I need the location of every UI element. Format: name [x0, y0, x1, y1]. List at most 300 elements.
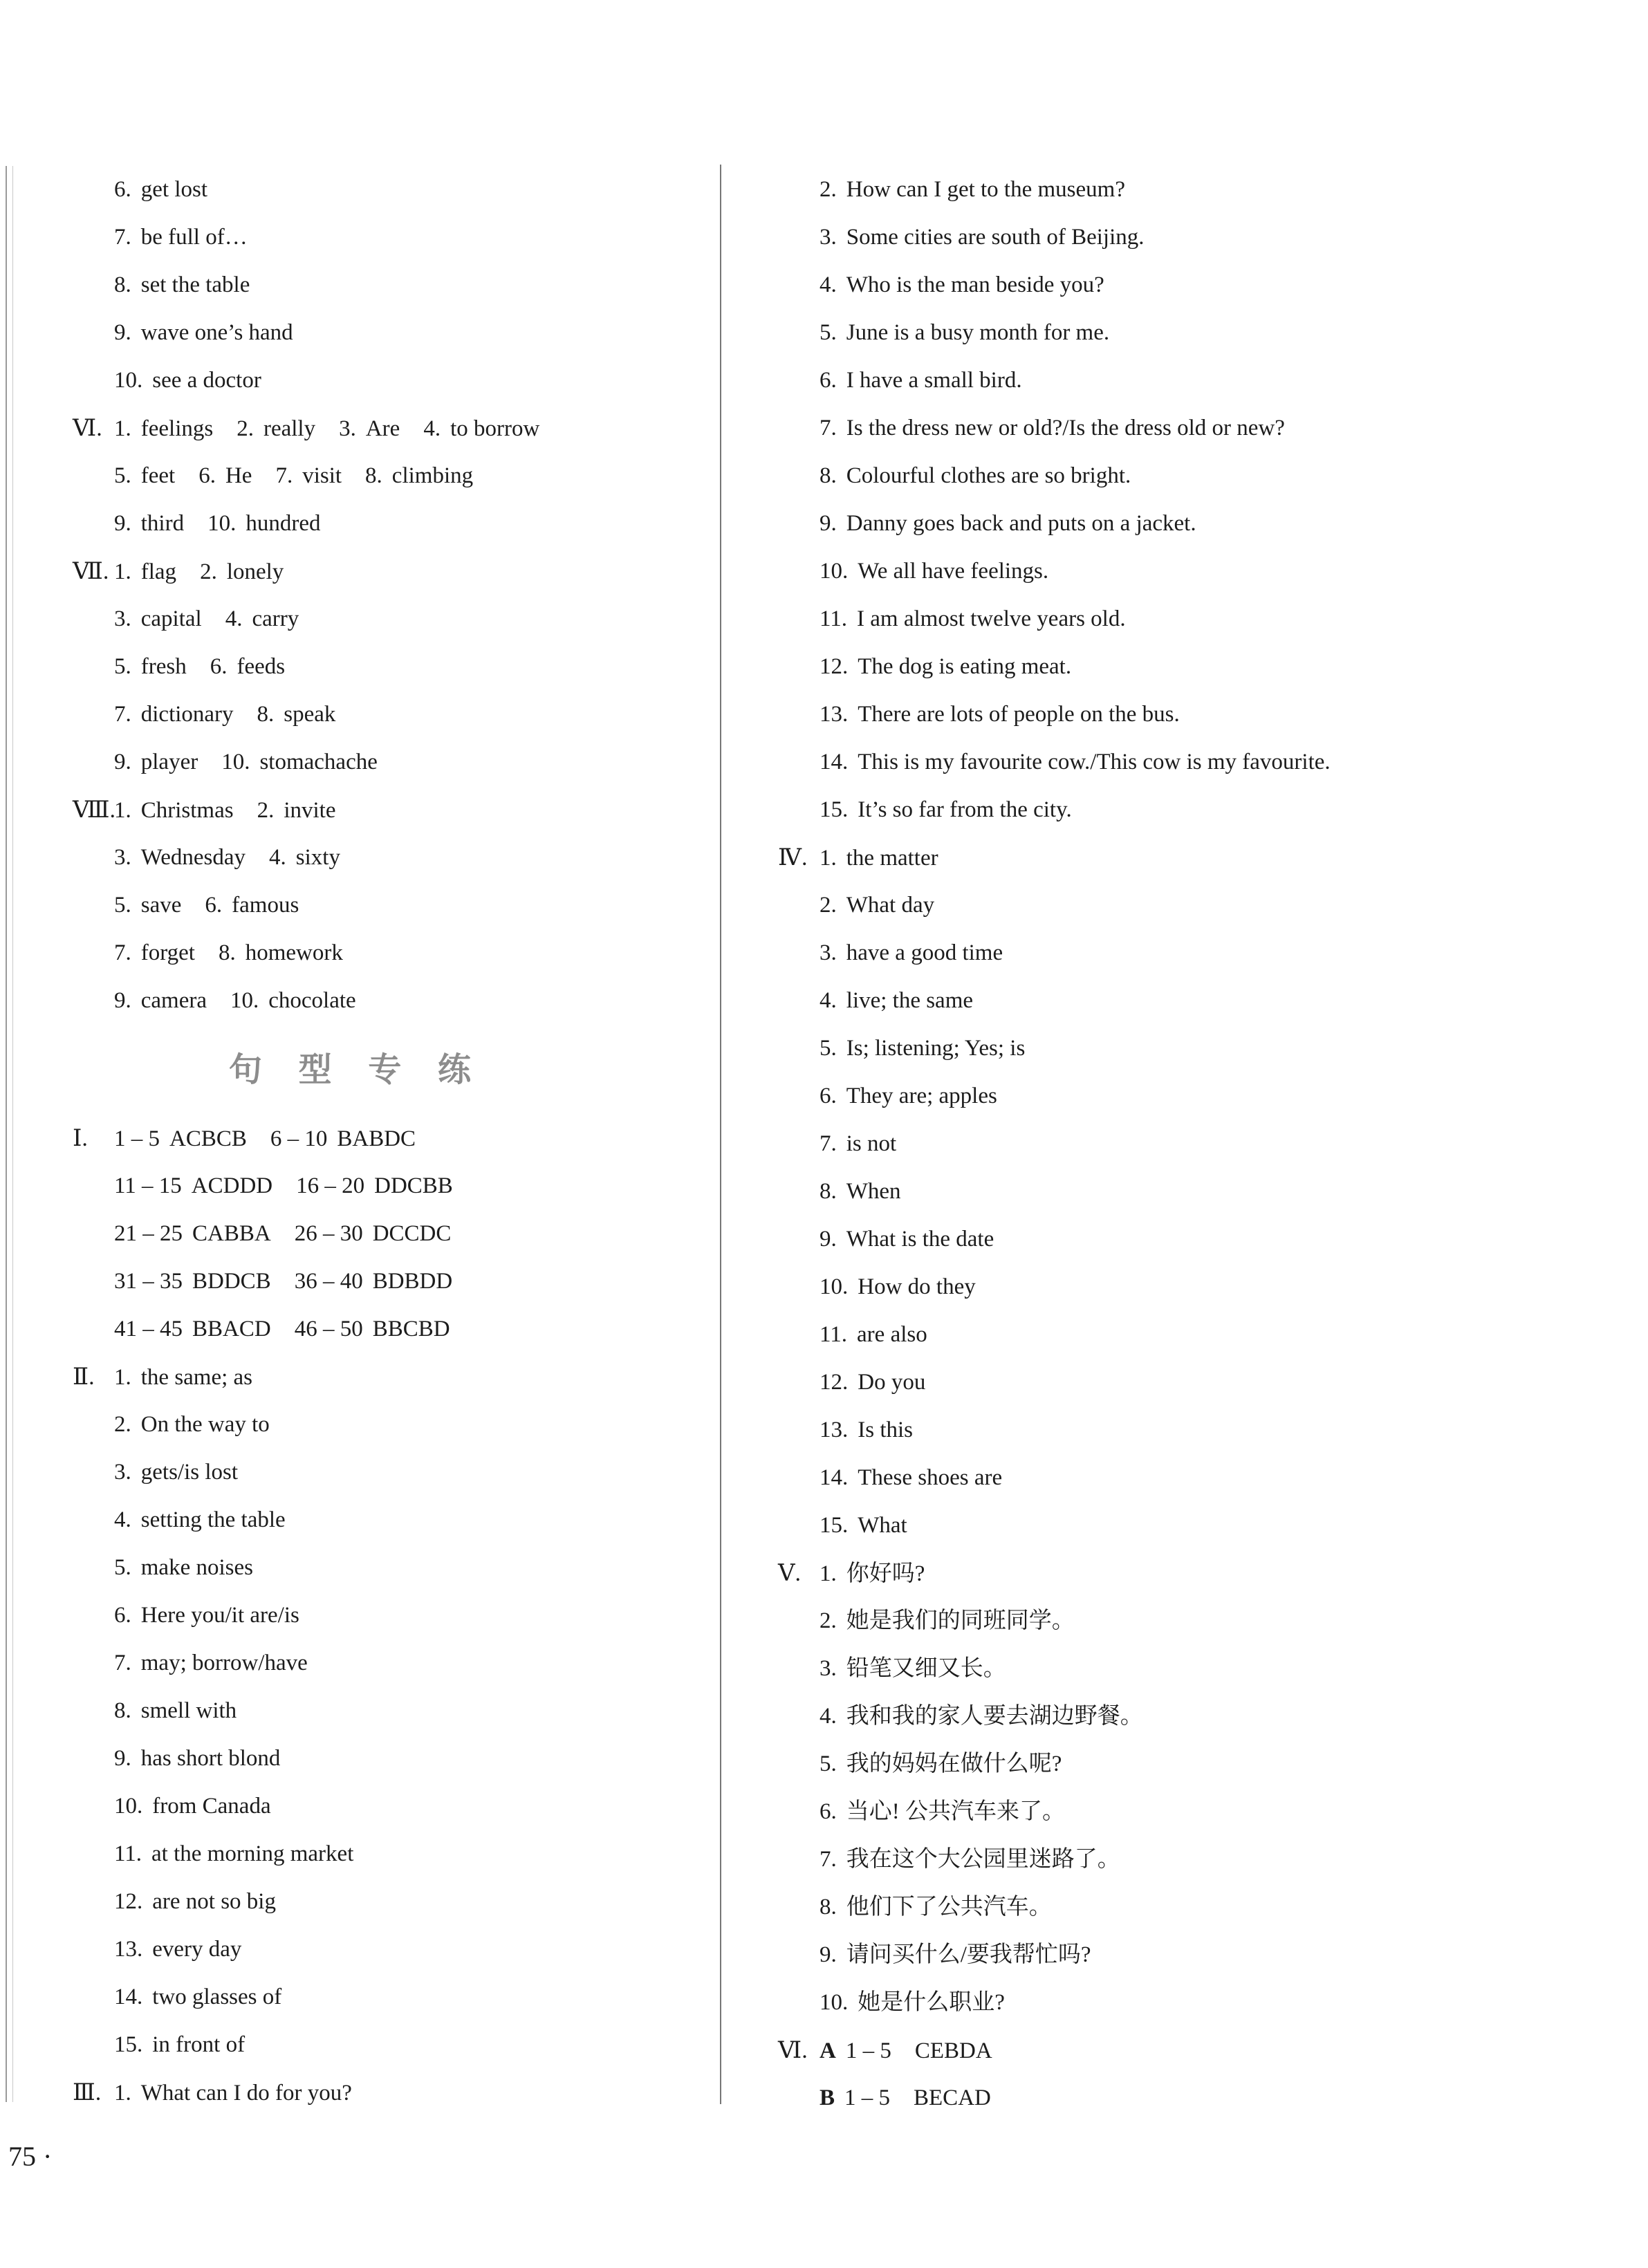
- answer-text: speak: [284, 702, 336, 727]
- page-edge-line-inner: [12, 166, 13, 2102]
- answer-item: [820, 1216, 994, 1263]
- answer-text: I am almost twelve years old.: [857, 606, 1126, 631]
- answer-item: [820, 643, 1071, 691]
- answer-item: [114, 1687, 237, 1735]
- answer-line: [73, 1115, 439, 1162]
- column-divider: [720, 165, 721, 2104]
- answer-line: [73, 977, 380, 1025]
- answer-item: [114, 1878, 276, 1926]
- answer-line: [778, 452, 1154, 500]
- answer-text: has short blond: [140, 1746, 281, 1771]
- answer-item: [820, 882, 934, 929]
- answer-item: [114, 977, 207, 1025]
- answer-line: [73, 405, 563, 452]
- answer-item: [820, 1168, 901, 1216]
- answer-line: [73, 595, 322, 643]
- answer-line: [73, 1592, 323, 1639]
- answer-line: [73, 1210, 474, 1258]
- answer-text: How can I get to the museum?: [846, 177, 1125, 202]
- answer-line: [778, 1836, 1144, 1884]
- answer-item: [114, 643, 187, 691]
- item-number: 3.: [114, 1460, 131, 1485]
- answer-line: [778, 1740, 1085, 1788]
- item-number: 6.: [205, 893, 223, 918]
- item-number: 5.: [114, 463, 131, 488]
- answer-text: invite: [284, 798, 336, 823]
- answer-text: the matter: [846, 846, 938, 871]
- answer-text: What is the date: [846, 1227, 994, 1252]
- answer-item: [820, 1931, 1091, 1979]
- answer-text: smell with: [140, 1698, 237, 1723]
- answer-text: Are: [365, 416, 400, 441]
- section-numeral: Ⅰ.: [73, 1126, 88, 1151]
- answer-item: [820, 1359, 925, 1406]
- answer-item: [820, 1836, 1120, 1884]
- answer-text: He: [225, 463, 252, 488]
- item-number: 10.: [221, 750, 250, 774]
- answer-text: Do you: [858, 1370, 926, 1395]
- answer-item: [237, 405, 315, 453]
- answer-text: flag: [140, 559, 177, 584]
- answer-item: [200, 548, 284, 596]
- answer-line: [778, 357, 1046, 405]
- item-number: 10.: [114, 368, 143, 393]
- section-numeral: Ⅵ.: [778, 2038, 808, 2063]
- answer-text: may; borrow/have: [140, 1651, 308, 1675]
- answer-item: [914, 2074, 991, 2122]
- answer-line: [778, 1025, 1048, 1072]
- item-number: 7.: [275, 463, 293, 488]
- answer-line: [778, 977, 997, 1025]
- answer-line: [73, 1973, 305, 2021]
- answer-text: 我的妈妈在做什么呢?: [846, 1751, 1062, 1776]
- answer-text: setting the table: [140, 1507, 286, 1532]
- item-number: 4.: [114, 1507, 131, 1532]
- answer-line: [778, 1502, 931, 1550]
- section-numeral: Ⅵ.: [73, 416, 102, 441]
- item-number: 2.: [200, 559, 217, 584]
- item-number: 1 – 5: [114, 1126, 160, 1151]
- answer-line: [778, 1550, 948, 1597]
- item-number: 2.: [114, 1412, 131, 1437]
- answer-line: [778, 786, 1095, 834]
- answer-item: [365, 452, 473, 500]
- item-number: 8.: [114, 272, 131, 297]
- answer-line: [73, 2069, 376, 2117]
- answer-text: get lost: [140, 177, 207, 202]
- answer-text: forget: [140, 940, 195, 965]
- answer-item: [820, 1025, 1025, 1072]
- answer-text: Wednesday: [140, 845, 246, 870]
- answer-text: Is this: [858, 1418, 914, 1442]
- answer-text: player: [140, 750, 198, 774]
- section-numeral: Ⅷ.: [73, 797, 116, 823]
- answer-text: What can I do for you?: [140, 2081, 352, 2106]
- item-number: 3.: [114, 845, 131, 870]
- answer-text: homework: [245, 940, 343, 965]
- item-number: 16 – 20: [296, 1173, 365, 1198]
- answer-item: [820, 1406, 913, 1454]
- item-number: 41 – 45: [114, 1317, 183, 1341]
- answer-item: [114, 1544, 253, 1592]
- item-number: 8.: [820, 463, 837, 488]
- item-number: 2.: [257, 798, 275, 823]
- answer-item: [295, 1258, 453, 1305]
- answer-item: [820, 548, 1048, 595]
- item-number: 8.: [820, 1895, 837, 1920]
- answer-line: [778, 1311, 951, 1359]
- answer-text: BDDCB: [192, 1269, 271, 1294]
- answer-text: lonely: [226, 559, 284, 584]
- answer-text: They are; apples: [846, 1084, 997, 1108]
- answer-text: dictionary: [140, 702, 234, 727]
- answer-item: [820, 166, 1125, 214]
- answer-text: I have a small bird.: [846, 368, 1022, 393]
- answer-item: [296, 1162, 453, 1210]
- answer-text: climbing: [391, 463, 474, 488]
- item-number: 6.: [820, 1084, 837, 1108]
- item-number: 31 – 35: [114, 1269, 183, 1294]
- item-number: 11.: [114, 1841, 142, 1866]
- answer-line: [778, 1884, 1075, 1931]
- section-heading: 句 型 专 练: [228, 1050, 484, 1089]
- answer-line: [73, 1878, 299, 1926]
- answer-line: [73, 1449, 261, 1496]
- item-number: 6.: [820, 1799, 837, 1824]
- section-numeral: Ⅱ.: [73, 1364, 95, 1390]
- answer-text: sixty: [295, 845, 340, 870]
- answer-line: [778, 500, 1220, 548]
- answer-line: [73, 786, 360, 834]
- answer-item: [114, 309, 293, 357]
- answer-item: [205, 882, 299, 929]
- answer-text: 我和我的家人要去湖边野餐。: [846, 1704, 1143, 1729]
- answer-text: to borrow: [450, 416, 540, 441]
- answer-text: make noises: [140, 1555, 253, 1580]
- answer-line: [73, 1639, 331, 1687]
- answer-item: [820, 261, 1104, 309]
- item-number: 3.: [820, 940, 837, 965]
- answer-item: [114, 2021, 245, 2069]
- item-number: 10.: [820, 1990, 849, 2015]
- answer-line: [73, 1353, 276, 1401]
- answer-item: [820, 1597, 1075, 1645]
- item-number: 6.: [114, 1603, 131, 1628]
- item-number: 4.: [820, 988, 837, 1013]
- answer-text: This is my favourite cow./This cow is my favourite.: [858, 750, 1331, 774]
- answer-line: [73, 452, 497, 500]
- item-number: 9.: [114, 750, 131, 774]
- answer-line: [778, 1693, 1167, 1740]
- item-number: 36 – 40: [294, 1269, 363, 1294]
- item-number: A: [820, 2038, 836, 2063]
- answer-line: [73, 2021, 268, 2069]
- answer-text: It’s so far from the city.: [858, 797, 1072, 822]
- answer-text: are also: [857, 1322, 927, 1347]
- section-numeral: Ⅶ.: [73, 559, 109, 584]
- section-numeral: Ⅳ.: [778, 845, 808, 871]
- item-number: 13.: [820, 1418, 849, 1442]
- item-number: 13.: [114, 1937, 143, 1962]
- answer-item: [820, 2027, 891, 2075]
- answer-line: [778, 643, 1095, 691]
- item-number: 3.: [820, 225, 837, 250]
- answer-text: 我在这个大公园里迷路了。: [846, 1847, 1120, 1872]
- answer-text: in front of: [152, 2032, 246, 2057]
- item-number: 9.: [114, 320, 131, 345]
- answer-line: [778, 1788, 1089, 1836]
- answer-text: gets/is lost: [140, 1460, 239, 1485]
- answer-text: Colourful clothes are so bright.: [846, 463, 1131, 488]
- answer-line: [73, 261, 273, 309]
- answer-item: [820, 1979, 1005, 2027]
- answer-text: camera: [140, 988, 207, 1013]
- item-number: 14.: [820, 750, 849, 774]
- answer-line: [778, 882, 958, 929]
- item-number: 4.: [820, 1704, 837, 1729]
- section-numeral: Ⅴ.: [778, 1561, 802, 1586]
- item-number: 11 – 15: [114, 1173, 182, 1198]
- answer-text: Danny goes back and puts on a jacket.: [846, 511, 1196, 536]
- answer-item: [820, 214, 1145, 261]
- answer-item: [114, 1973, 281, 2021]
- answer-line: [73, 357, 285, 405]
- answer-line: [73, 929, 367, 977]
- answer-text: are not so big: [152, 1889, 276, 1914]
- answer-text: save: [140, 893, 182, 918]
- answer-text: BBACD: [192, 1317, 271, 1341]
- item-number: 12.: [820, 654, 849, 679]
- answer-text: the same; as: [140, 1365, 253, 1390]
- answer-item: [820, 500, 1196, 548]
- answer-line: [778, 1597, 1098, 1645]
- item-number: 1.: [820, 846, 837, 871]
- answer-text: every day: [152, 1937, 242, 1962]
- item-number: 5.: [820, 1751, 837, 1776]
- item-number: 4.: [225, 606, 243, 631]
- item-number: 11.: [820, 606, 848, 631]
- item-number: 5.: [820, 1036, 837, 1061]
- answer-text: Is; listening; Yes; is: [846, 1036, 1026, 1061]
- item-number: 1.: [114, 798, 131, 823]
- answer-item: [114, 2070, 352, 2117]
- answer-text: Christmas: [140, 798, 234, 823]
- answer-item: [295, 1210, 452, 1258]
- answer-item: [820, 405, 1285, 452]
- answer-text: DDCBB: [374, 1173, 453, 1198]
- answer-line: [778, 1931, 1115, 1979]
- answer-text: 1 – 5: [844, 2085, 891, 2110]
- answer-line: [73, 500, 344, 548]
- item-number: 6.: [820, 368, 837, 393]
- answer-line: [73, 166, 231, 214]
- answer-line: [778, 166, 1149, 214]
- item-number: 15.: [820, 797, 849, 822]
- answer-text: third: [140, 511, 185, 536]
- item-number: 10.: [230, 988, 259, 1013]
- answer-text: is not: [846, 1131, 897, 1156]
- answer-text: Some cities are south of Beijing.: [846, 225, 1145, 250]
- answer-text: BDBDD: [372, 1269, 453, 1294]
- answer-item: [269, 834, 340, 882]
- answer-text: CABBA: [192, 1221, 271, 1246]
- answer-text: What day: [846, 893, 935, 918]
- answer-text: hundred: [246, 511, 321, 536]
- answer-item: [207, 500, 320, 548]
- answer-text: 你好吗?: [846, 1561, 925, 1586]
- answer-item: [114, 1639, 308, 1687]
- answer-item: [219, 929, 343, 977]
- answer-text: BABDC: [337, 1126, 416, 1151]
- answer-item: [820, 1072, 997, 1120]
- answer-line: [778, 691, 1203, 738]
- answer-item: [820, 2074, 890, 2122]
- answer-item: [114, 787, 234, 835]
- page-edge-line: [6, 166, 7, 2102]
- answer-line: [73, 834, 364, 882]
- answer-line: [778, 548, 1072, 595]
- answer-line: [73, 1830, 377, 1878]
- answer-item: [114, 738, 198, 786]
- item-number: 1.: [114, 559, 131, 584]
- item-number: 10.: [207, 511, 237, 536]
- item-number: 8.: [218, 940, 236, 965]
- answer-text: We all have feelings.: [858, 559, 1049, 584]
- answer-text: chocolate: [268, 988, 356, 1013]
- answer-item: [820, 738, 1331, 786]
- answer-text: On the way to: [140, 1412, 270, 1437]
- item-number: 26 – 30: [294, 1221, 363, 1246]
- item-number: 4.: [820, 272, 837, 297]
- answer-item: [114, 1305, 271, 1353]
- answer-text: stomachache: [259, 750, 378, 774]
- answer-text: 他们下了公共汽车。: [846, 1895, 1052, 1920]
- answer-text: see a doctor: [152, 368, 261, 393]
- answer-item: [820, 1263, 976, 1311]
- answer-text: June is a busy month for me.: [846, 320, 1110, 345]
- answer-item: [114, 1926, 241, 1973]
- answer-item: [114, 548, 176, 596]
- answer-line: [73, 1735, 304, 1783]
- item-number: 11.: [820, 1322, 848, 1347]
- answer-text: 请问买什么/要我帮忙吗?: [846, 1942, 1091, 1967]
- answer-line: [73, 1783, 295, 1830]
- answer-text: 当心! 公共汽车来了。: [846, 1799, 1065, 1824]
- answer-item: [270, 1115, 416, 1163]
- item-number: 5.: [114, 1555, 131, 1580]
- answer-item: [275, 452, 342, 500]
- answer-line: [778, 1359, 949, 1406]
- answer-item: [820, 1740, 1062, 1788]
- answer-item: [820, 1645, 1006, 1693]
- answer-item: [114, 1592, 299, 1639]
- item-number: 9.: [114, 511, 131, 536]
- item-number: 4.: [423, 416, 441, 441]
- answer-line: [73, 691, 359, 738]
- answer-line: [73, 1544, 277, 1592]
- item-number: 1.: [820, 1561, 837, 1586]
- item-number: 9.: [114, 988, 131, 1013]
- section-numeral: Ⅲ.: [73, 2080, 102, 2106]
- item-number: 13.: [820, 702, 849, 727]
- item-number: 5.: [820, 320, 837, 345]
- answer-line: [778, 1263, 999, 1311]
- item-number: 1.: [114, 2081, 131, 2106]
- answer-text: wave one’s hand: [140, 320, 293, 345]
- answer-line: [73, 1401, 293, 1449]
- item-number: 6.: [198, 463, 216, 488]
- answer-item: [820, 786, 1072, 834]
- answer-text: How do they: [858, 1274, 976, 1299]
- item-number: 6.: [210, 654, 228, 679]
- item-number: 6 – 10: [270, 1126, 328, 1151]
- answer-line: [73, 882, 322, 929]
- answer-item: [820, 1884, 1052, 1931]
- answer-item: [221, 738, 378, 786]
- answer-text: CEBDA: [914, 2038, 992, 2063]
- item-number: 7.: [820, 1131, 837, 1156]
- answer-text: two glasses of: [152, 1984, 282, 2009]
- answer-text: There are lots of people on the bus.: [858, 702, 1180, 727]
- answer-line: [73, 214, 271, 261]
- item-number: 12.: [114, 1889, 143, 1914]
- answer-item: [820, 691, 1180, 738]
- item-number: 46 – 50: [294, 1317, 363, 1341]
- answer-item: [210, 643, 285, 691]
- answer-line: [73, 309, 317, 357]
- answer-item: [820, 309, 1109, 357]
- answer-item: [114, 882, 181, 929]
- answer-text: at the morning market: [151, 1841, 354, 1866]
- answer-line: [778, 2027, 1016, 2074]
- item-number: 2.: [820, 893, 837, 918]
- answer-text: carry: [252, 606, 299, 631]
- answer-item: [114, 357, 261, 405]
- answer-item: [114, 834, 246, 882]
- answer-item: [114, 1449, 238, 1496]
- item-number: 7.: [114, 1651, 131, 1675]
- item-number: 6.: [114, 177, 131, 202]
- answer-item: [114, 1830, 353, 1878]
- answer-text: capital: [140, 606, 202, 631]
- answer-item: [114, 691, 234, 738]
- answer-text: feet: [140, 463, 176, 488]
- page-number: 75 ·: [8, 2141, 53, 2172]
- answer-line: [778, 1645, 1030, 1693]
- item-number: 3.: [339, 416, 356, 441]
- answer-line: [778, 1454, 1026, 1502]
- answer-line: [778, 738, 1354, 786]
- answer-item: [114, 405, 213, 453]
- item-number: 7.: [820, 416, 837, 440]
- item-number: 9.: [820, 511, 837, 536]
- item-number: 8.: [820, 1179, 837, 1204]
- item-number: 2.: [820, 177, 837, 202]
- item-number: 10.: [820, 1274, 849, 1299]
- answer-item: [114, 1115, 247, 1163]
- answer-line: [778, 929, 1026, 977]
- answer-text: BECAD: [914, 2085, 991, 2110]
- answer-line: [778, 405, 1308, 452]
- answer-line: [73, 1687, 260, 1735]
- answer-line: [778, 2074, 1015, 2122]
- item-number: 2.: [237, 416, 254, 441]
- answer-item: [114, 1258, 271, 1305]
- answer-item: [295, 1305, 450, 1353]
- answer-item: [114, 1162, 272, 1210]
- answer-text: feeds: [237, 654, 286, 679]
- item-number: 8.: [257, 702, 275, 727]
